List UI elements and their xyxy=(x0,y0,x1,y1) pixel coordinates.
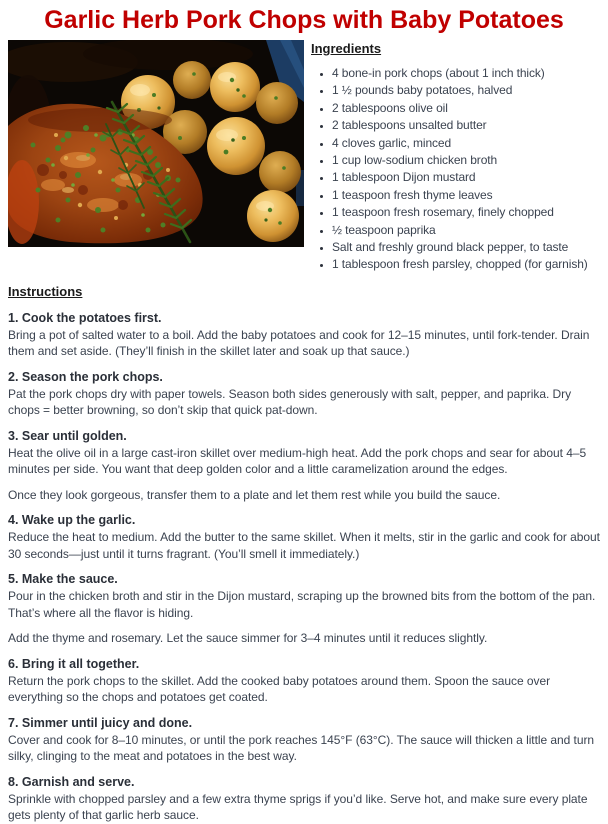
instruction-step xyxy=(8,369,600,419)
step-paragraph: Sprinkle with chopped parsley and a few extra thyme sprigs if you’d like. Serve hot, and make sure every plate gets plenty of that garlic herb sauce. xyxy=(8,791,588,823)
ingredient-item: • 4 cloves garlic, minced xyxy=(332,137,600,150)
ingredient-item: • Salt and freshly ground black pepper, to taste xyxy=(332,241,600,254)
instruction-step xyxy=(8,512,600,562)
step-paragraph: Return the pork chops to the skillet. Add the cooked baby potatoes around them. Spoon the sauce over everything so the chops and potatoes get coated. xyxy=(8,673,551,705)
step-heading: 3. Sear until golden. xyxy=(8,428,127,443)
step-heading: 5. Make the sauce. xyxy=(8,572,118,587)
step-heading: 7. Simmer until juicy and done. xyxy=(8,715,193,730)
page-title: Garlic Herb Pork Chops with Baby Potatoes xyxy=(44,6,564,34)
step-heading: 1. Cook the potatoes first. xyxy=(8,310,162,325)
top-row xyxy=(0,40,608,276)
instruction-step xyxy=(8,310,600,360)
instruction-step xyxy=(8,656,600,706)
ingredient-item: • 1 tablespoon fresh parsley, chopped (for garnish) xyxy=(332,258,600,271)
step-paragraph: Reduce the heat to medium. Add the butter to the same skillet. When it melts, stir in the garlic and cook for about 30 seconds—just until it turns fragrant. (You’ll smell it immediately.) xyxy=(8,530,600,561)
step-paragraph: Add the thyme and rosemary. Let the sauce simmer for 3–4 minutes until it reduces slightly. xyxy=(8,631,488,646)
ingredient-item: • ½ teaspoon paprika xyxy=(332,224,600,237)
ingredients-section xyxy=(311,40,600,276)
instructions-section xyxy=(0,276,608,824)
step-heading: 6. Bring it all together. xyxy=(8,656,140,671)
step-paragraph: Pour in the chicken broth and stir in the Dijon mustard, scraping up the browned bits from the bottom of the pan. That’s where all the flavor is hiding. xyxy=(8,589,596,620)
ingredients-heading: Ingredients xyxy=(311,41,382,56)
instruction-step xyxy=(8,571,600,647)
instructions-heading: Instructions xyxy=(8,283,83,299)
ingredient-item: • 1 teaspoon fresh thyme leaves xyxy=(332,189,600,202)
recipe-photo-illustration xyxy=(8,40,304,247)
recipe-page xyxy=(0,6,608,823)
ingredient-item: • 1 tablespoon Dijon mustard xyxy=(332,171,600,184)
step-paragraph: Once they look gorgeous, transfer them to a plate and let them rest while you build the sauce. xyxy=(8,487,501,502)
instruction-step xyxy=(8,715,600,765)
recipe-photo xyxy=(8,40,304,247)
instruction-step xyxy=(8,774,600,824)
ingredient-item: • 4 bone-in pork chops (about 1 inch thick) xyxy=(332,67,600,80)
ingredient-item: • 1 cup low-sodium chicken broth xyxy=(332,154,600,167)
step-paragraph: Cover and cook for 8–10 minutes, or until the pork reaches 145°F (63°C). The sauce will thicken a little and turn silky, clinging to the meat and potatoes in the best way. xyxy=(8,732,595,764)
ingredient-item: • 2 tablespoons olive oil xyxy=(332,102,600,115)
step-heading: 8. Garnish and serve. xyxy=(8,774,135,789)
step-heading: 2. Season the pork chops. xyxy=(8,369,163,384)
ingredients-list xyxy=(311,67,600,271)
step-heading: 4. Wake up the garlic. xyxy=(8,513,136,528)
step-paragraph: Pat the pork chops dry with paper towels. Season both sides generously with salt, pepper, and paprika. Dry chops = better browning, so don’t skip that quick pat-down. xyxy=(8,386,572,418)
step-paragraph: Heat the olive oil in a large cast-iron skillet over medium-high heat. Add the pork chops and sear for about 4–5 minutes per side. You want that deep golden color and a little caramelization around the edges. xyxy=(8,445,587,477)
ingredient-item: • 1 teaspoon fresh rosemary, finely chopped xyxy=(332,206,600,219)
ingredient-item: • 2 tablespoons unsalted butter xyxy=(332,119,600,132)
step-paragraph: Bring a pot of salted water to a boil. Add the baby potatoes and cook for 12–15 minutes, until fork-tender. Drain them and set aside. (They’ll finish in the skillet later and soak up that sauce.) xyxy=(8,327,590,359)
instruction-step xyxy=(8,428,600,504)
ingredient-item: • 1 ½ pounds baby potatoes, halved xyxy=(332,84,600,97)
